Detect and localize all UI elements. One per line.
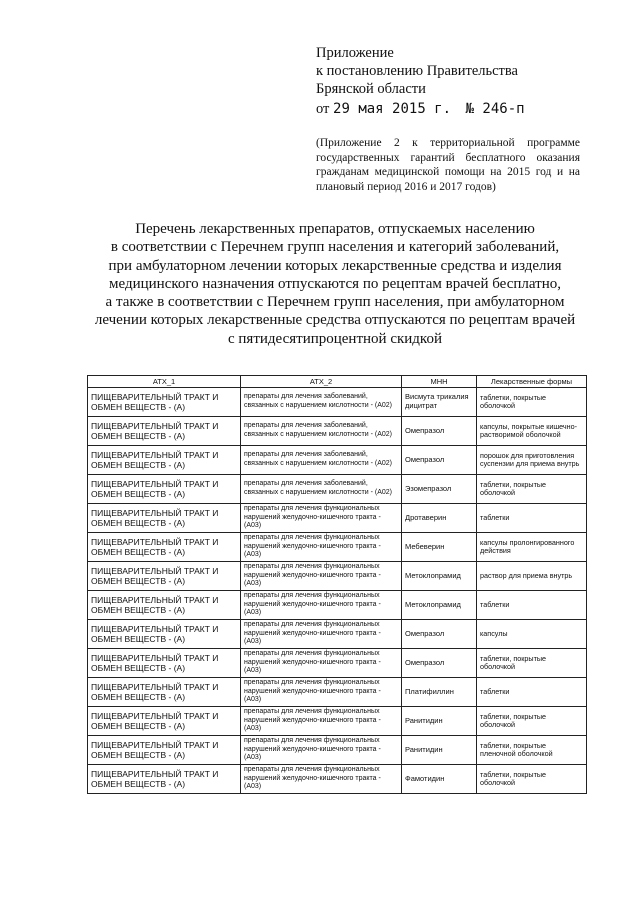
mnn-cell: Эзомепразол (402, 475, 477, 504)
atx1-cell: ПИЩЕВАРИТЕЛЬНЫЙ ТРАКТ И ОБМЕН ВЕЩЕСТВ - (А) (88, 649, 241, 678)
table-row (88, 591, 587, 620)
appendix-header (316, 44, 616, 118)
form-cell: порошок для приготовления суспензии для приема внутрь (477, 446, 587, 475)
table-row (88, 765, 587, 794)
atx1-cell: ПИЩЕВАРИТЕЛЬНЫЙ ТРАКТ И ОБМЕН ВЕЩЕСТВ - (А) (88, 533, 241, 562)
program-note: (Приложение 2 к территориальной программе государственных гарантий бесплатного оказания гражданам медицинской помощи на 2015 год и на плановый период 2016 и 2017 годов) (316, 137, 580, 193)
atx1-cell: ПИЩЕВАРИТЕЛЬНЫЙ ТРАКТ И ОБМЕН ВЕЩЕСТВ - (А) (88, 620, 241, 649)
mnn-cell: Фамотидин (402, 765, 477, 794)
drug-table (87, 375, 587, 794)
table-row (88, 388, 587, 417)
form-cell: таблетки (477, 504, 587, 533)
title-line: лечении которых лекарственные средства отпускаются по рецептам врачей (94, 312, 576, 329)
atx1-cell: ПИЩЕВАРИТЕЛЬНЫЙ ТРАКТ И ОБМЕН ВЕЩЕСТВ - (А) (88, 707, 241, 736)
form-cell: таблетки (477, 678, 587, 707)
table-row (88, 678, 587, 707)
atx2-cell: препараты для лечения заболеваний, связанных с нарушением кислотности - (А02) (241, 388, 402, 417)
atx2-cell: препараты для лечения функциональных нарушений желудочно-кишечного тракта - (А03) (241, 504, 402, 533)
table-body (88, 388, 587, 794)
form-cell: капсулы, покрытые кишечно-растворимой оболочкой (477, 417, 587, 446)
atx2-cell: препараты для лечения заболеваний, связанных с нарушением кислотности - (А02) (241, 446, 402, 475)
atx1-cell: ПИЩЕВАРИТЕЛЬНЫЙ ТРАКТ И ОБМЕН ВЕЩЕСТВ - (А) (88, 504, 241, 533)
decree-line (316, 100, 616, 118)
title-line: Перечень лекарственных препаратов, отпускаемых населению (135, 221, 535, 237)
mnn-cell: Омепразол (402, 446, 477, 475)
title-line: медицинского назначения отпускаются по рецептам врачей бесплатно, (109, 275, 561, 292)
decree-date: 29 мая 2015 г. (333, 101, 452, 117)
form-cell: таблетки (477, 591, 587, 620)
atx2-cell: препараты для лечения функциональных нарушений желудочно-кишечного тракта - (А03) (241, 620, 402, 649)
mnn-cell: Метоклопрамид (402, 591, 477, 620)
header-atx1: АТХ_1 (88, 376, 241, 388)
drug-table-container (87, 375, 586, 794)
table-row (88, 446, 587, 475)
mnn-cell: Омепразол (402, 417, 477, 446)
atx2-cell: препараты для лечения функциональных нарушений желудочно-кишечного тракта - (А03) (241, 678, 402, 707)
mnn-cell: Висмута трикалия дицитрат (402, 388, 477, 417)
mnn-cell: Ранитидин (402, 707, 477, 736)
table-row (88, 504, 587, 533)
atx2-cell: препараты для лечения функциональных нарушений желудочно-кишечного тракта - (А03) (241, 649, 402, 678)
appendix-line-2: к постановлению Правительства (316, 63, 518, 79)
mnn-cell: Омепразол (402, 620, 477, 649)
table-row (88, 620, 587, 649)
form-cell: капсулы (477, 620, 587, 649)
atx1-cell: ПИЩЕВАРИТЕЛЬНЫЙ ТРАКТ И ОБМЕН ВЕЩЕСТВ - (А) (88, 562, 241, 591)
title-line: при амбулаторном лечении которых лекарственные средства и изделия (108, 257, 562, 274)
title-line: а также в соответствии с Перечнем групп населения, при амбулаторном (105, 294, 565, 311)
atx1-cell: ПИЩЕВАРИТЕЛЬНЫЙ ТРАКТ И ОБМЕН ВЕЩЕСТВ - (А) (88, 388, 241, 417)
atx2-cell: препараты для лечения функциональных нарушений желудочно-кишечного тракта - (А03) (241, 736, 402, 765)
title-line: в соответствии с Перечнем групп населения и категорий заболеваний, (110, 239, 560, 256)
appendix-line-3: Брянской области (316, 81, 426, 97)
header-forms: Лекарственные формы (477, 376, 587, 388)
document-title (80, 220, 590, 348)
table-row (88, 417, 587, 446)
mnn-cell: Метоклопрамид (402, 562, 477, 591)
appendix-title: Приложение (316, 45, 394, 61)
form-cell: таблетки, покрытые пленочной оболочкой (477, 736, 587, 765)
atx1-cell: ПИЩЕВАРИТЕЛЬНЫЙ ТРАКТ И ОБМЕН ВЕЩЕСТВ - (А) (88, 678, 241, 707)
mnn-cell: Мебеверин (402, 533, 477, 562)
atx2-cell: препараты для лечения заболеваний, связанных с нарушением кислотности - (А02) (241, 417, 402, 446)
table-row (88, 475, 587, 504)
mnn-cell: Дротаверин (402, 504, 477, 533)
atx1-cell: ПИЩЕВАРИТЕЛЬНЫЙ ТРАКТ И ОБМЕН ВЕЩЕСТВ - (А) (88, 475, 241, 504)
decree-number: № 246-п (465, 101, 525, 117)
atx1-cell: ПИЩЕВАРИТЕЛЬНЫЙ ТРАКТ И ОБМЕН ВЕЩЕСТВ - (А) (88, 736, 241, 765)
table-header-row (88, 376, 587, 388)
decree-prefix: от (316, 101, 330, 117)
atx2-cell: препараты для лечения функциональных нарушений желудочно-кишечного тракта - (А03) (241, 533, 402, 562)
form-cell: капсулы пролонгированного действия (477, 533, 587, 562)
table-row (88, 707, 587, 736)
atx1-cell: ПИЩЕВАРИТЕЛЬНЫЙ ТРАКТ И ОБМЕН ВЕЩЕСТВ - (А) (88, 446, 241, 475)
mnn-cell: Ранитидин (402, 736, 477, 765)
form-cell: таблетки, покрытые оболочкой (477, 475, 587, 504)
atx2-cell: препараты для лечения функциональных нарушений желудочно-кишечного тракта - (А03) (241, 562, 402, 591)
atx1-cell: ПИЩЕВАРИТЕЛЬНЫЙ ТРАКТ И ОБМЕН ВЕЩЕСТВ - (А) (88, 591, 241, 620)
atx2-cell: препараты для лечения функциональных нарушений желудочно-кишечного тракта - (А03) (241, 707, 402, 736)
atx2-cell: препараты для лечения функциональных нарушений желудочно-кишечного тракта - (А03) (241, 591, 402, 620)
table-row (88, 533, 587, 562)
form-cell: таблетки, покрытые оболочкой (477, 765, 587, 794)
header-mnn: МНН (402, 376, 477, 388)
title-line: с пятидесятипроцентной скидкой (228, 330, 442, 347)
mnn-cell: Омепразол (402, 649, 477, 678)
table-row (88, 736, 587, 765)
table-row (88, 649, 587, 678)
form-cell: раствор для приема внутрь (477, 562, 587, 591)
table-row (88, 562, 587, 591)
atx2-cell: препараты для лечения функциональных нарушений желудочно-кишечного тракта - (А03) (241, 765, 402, 794)
mnn-cell: Платифиллин (402, 678, 477, 707)
form-cell: таблетки, покрытые оболочкой (477, 707, 587, 736)
atx2-cell: препараты для лечения заболеваний, связанных с нарушением кислотности - (А02) (241, 475, 402, 504)
form-cell: таблетки, покрытые оболочкой (477, 388, 587, 417)
atx1-cell: ПИЩЕВАРИТЕЛЬНЫЙ ТРАКТ И ОБМЕН ВЕЩЕСТВ - (А) (88, 765, 241, 794)
header-atx2: АТХ_2 (241, 376, 402, 388)
form-cell: таблетки, покрытые оболочкой (477, 649, 587, 678)
atx1-cell: ПИЩЕВАРИТЕЛЬНЫЙ ТРАКТ И ОБМЕН ВЕЩЕСТВ - (А) (88, 417, 241, 446)
